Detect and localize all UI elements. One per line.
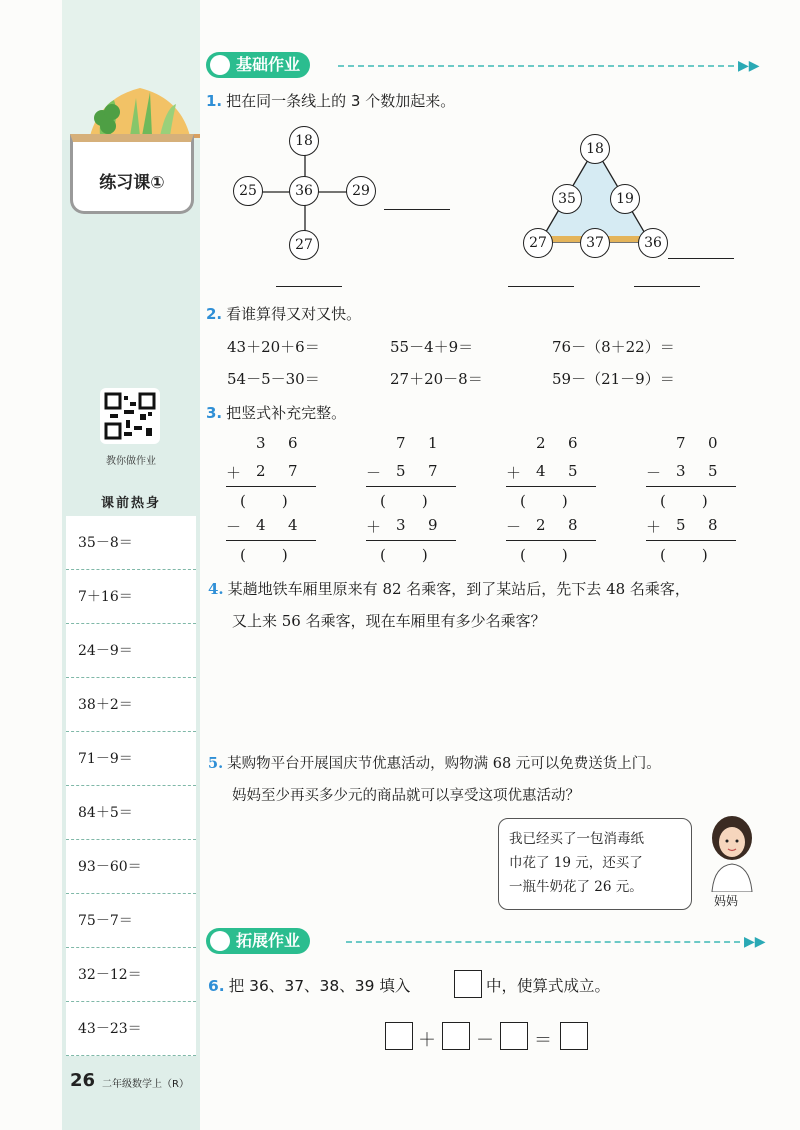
question-6-tail: 中，使算式成立。 [486,977,611,995]
calc-bar [646,540,736,541]
section-divider [346,941,740,943]
calc-item: 27＋20－8＝ [390,370,483,388]
blank-slot[interactable]: ( ) [660,492,710,510]
operator: ＋ [226,464,242,482]
number-circle: 25 [233,176,263,206]
number-circle: 37 [580,228,610,258]
blank-slot[interactable]: ( ) [660,546,710,564]
question-number: 4. [208,580,224,598]
answer-box [454,970,482,998]
answer-line[interactable] [276,286,342,287]
digit: 7 [288,462,298,480]
answer-box[interactable] [385,1022,413,1050]
bubble-line: 一瓶牛奶花了 26 元。 [509,879,643,895]
section-header-extension [206,928,766,954]
section-title: 拓展作业 [236,931,301,950]
page-number: 26 [70,1070,96,1091]
calc-bar [646,486,736,487]
operator: － [476,1030,494,1051]
digit: 8 [708,516,718,534]
answer-box[interactable] [442,1022,470,1050]
warmup-item: 7＋16＝ [66,570,196,624]
answer-line[interactable] [668,258,734,259]
digit: 4 [288,516,298,534]
digit: 4 [256,516,266,534]
question-text: 某购物平台开展国庆节优惠活动，购物满 68 元可以免费送货上门。 [227,756,661,772]
digit: 2 [536,434,546,452]
warmup-item: 32－12＝ [66,948,196,1002]
digit: 6 [568,434,578,452]
warmup-item: 84＋5＝ [66,786,196,840]
mother-avatar [704,812,760,892]
speaker-label: 妈妈 [714,894,739,908]
question-4 [208,578,690,599]
section-pill [206,52,310,78]
calc-bar [506,486,596,487]
operator: ＋ [418,1030,436,1051]
answer-line[interactable] [634,286,700,287]
operator: ＋ [646,518,662,536]
calc-bar [226,486,316,487]
digit: 1 [428,434,438,452]
digit: 7 [428,462,438,480]
question-text: 把在同一条线上的 3 个数加起来。 [226,92,456,110]
operator: － [366,464,382,482]
number-circle: 36 [638,228,668,258]
calc-item: 59－（21－9）＝ [552,370,675,388]
question-4-line2: 又上来 56 名乘客，现在车厢里有多少名乘客？ [232,612,546,630]
digit: 3 [676,462,686,480]
bubble-line: 我已经买了一包消毒纸 [509,831,644,847]
qr-code-icon[interactable] [100,388,160,444]
blank-slot[interactable]: ( ) [380,492,430,510]
calc-bar [366,486,456,487]
answer-box[interactable] [500,1022,528,1050]
warmup-title: 课前热身 [100,496,161,511]
book-title: 二年级数学上（R） [102,1079,189,1090]
section-divider [338,65,734,67]
question-number: 3. [206,404,223,422]
number-circle: 18 [580,134,610,164]
lightbulb-icon [210,55,230,75]
operator: ＝ [534,1030,552,1051]
operator: ＋ [366,518,382,536]
warmup-list [66,516,196,1056]
digit: 3 [396,516,406,534]
calc-bar [366,540,456,541]
section-title: 基础作业 [236,55,301,74]
number-circle: 27 [289,230,319,260]
digit: 5 [568,462,578,480]
speech-bubble [498,818,692,910]
question-text: 某趟地铁车厢里原来有 82 名乘客，到了某站后，先下去 48 名乘客， [227,580,690,598]
lightbulb-icon [210,931,230,951]
question-5 [208,752,661,773]
blank-slot[interactable]: ( ) [380,546,430,564]
number-circle: 19 [610,184,640,214]
blank-slot[interactable]: ( ) [520,492,570,510]
digit: 6 [288,434,298,452]
calc-bar [226,540,316,541]
warmup-item: 71－9＝ [66,732,196,786]
number-circle: 36 [289,176,319,206]
question-text: 把竖式补充完整。 [226,404,347,422]
answer-line[interactable] [384,209,450,210]
warmup-item: 35－8＝ [66,516,196,570]
double-chevron-icon: ▶▶ [744,934,766,950]
question-number: 2. [206,305,223,323]
double-chevron-icon: ▶▶ [738,58,760,74]
digit: 0 [708,434,718,452]
warmup-item: 24－9＝ [66,624,196,678]
calc-item: 43＋20＋6＝ [227,338,320,356]
question-2 [206,303,361,324]
question-text: 看谁算得又对又快。 [226,305,362,323]
question-1 [206,90,455,111]
answer-box[interactable] [560,1022,588,1050]
digit: 5 [396,462,406,480]
lesson-title: 练习课① [99,173,165,193]
digit: 2 [536,516,546,534]
warmup-item: 38＋2＝ [66,678,196,732]
question-3 [206,402,346,423]
operator: － [226,518,242,536]
number-circle: 27 [523,228,553,258]
operator: ＋ [506,464,522,482]
number-circle: 18 [289,126,319,156]
number-circle: 29 [346,176,376,206]
digit: 4 [536,462,546,480]
section-pill [206,928,310,954]
question-number: 6. [208,977,225,995]
calc-bar [506,540,596,541]
digit: 9 [428,516,438,534]
digit: 8 [568,516,578,534]
bubble-line: 巾花了 19 元，还买了 [509,855,643,871]
qr-caption: 教你做作业 [106,456,156,467]
digit: 3 [256,434,266,452]
warmup-item: 75－7＝ [66,894,196,948]
digit: 5 [708,462,718,480]
warmup-item: 93－60＝ [66,840,196,894]
number-circle: 35 [552,184,582,214]
digit: 7 [396,434,406,452]
question-number: 5. [208,755,224,772]
calc-item: 55－4＋9＝ [390,338,474,356]
digit: 7 [676,434,686,452]
digit: 5 [676,516,686,534]
answer-line[interactable] [508,286,574,287]
operator: － [506,518,522,536]
blank-slot[interactable]: ( ) [240,492,290,510]
warmup-item: 43－23＝ [66,1002,196,1056]
operator: － [646,464,662,482]
question-number: 1. [206,92,223,110]
question-5-line2: 妈妈至少再买多少元的商品就可以享受这项优惠活动？ [232,788,580,804]
lesson-card [70,134,194,214]
digit: 2 [256,462,266,480]
calc-item: 76－（8＋22）＝ [552,338,675,356]
calc-item: 54－5－30＝ [227,370,320,388]
plant-illustration [80,78,200,138]
blank-slot[interactable]: ( ) [240,546,290,564]
section-header-basic [206,52,766,78]
question-6 [208,974,410,996]
question-text: 把 36、37、38、39 填入 [228,977,411,995]
blank-slot[interactable]: ( ) [520,546,570,564]
